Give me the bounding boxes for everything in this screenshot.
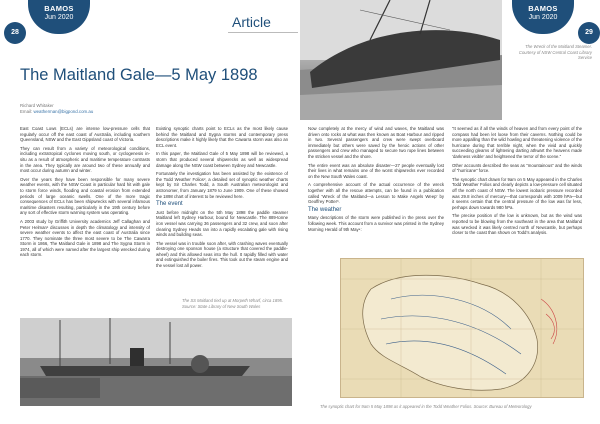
author-name: Richard Whitaker (20, 103, 54, 108)
harbour-photo-caption: The SS Maitland tied up at Morpeth Wharf, circa 1895. Source: State Library of New South Wales (182, 298, 284, 309)
page-number-right: 29 (578, 22, 600, 44)
quote-paragraph: “It seemed as if all the winds of heaven and from every point of the compass had been let loose from their caverns. Nothing could be more appalling than the wild howling and threatening violence of the hurricane during that terrible night, when the vivid and quickly succeeding gleams of lightening darting athwart the heavens made ‘darkness visible’ and heightened the terror of the scene.” (452, 126, 582, 159)
author-email-link[interactable]: weatherman@bigpond.com.au (33, 109, 94, 114)
paragraph: Now completely at the mercy of wind and waves, the Maitland was driven onto rocks at what was then known as Boat Harbour and ripped in two. Several passengers and crew were swept overboard immediately but others were saved by the heroic actions of other passengers and crew who managed to secure two rope lines between the stricken vessel and the shore. (308, 126, 444, 159)
paragraph: They can result from a variety of meteorological conditions, including extratropical cyclones moving south, or cyclogenesis in-situ as a result of atmospheric and maritime temperature contrasts in the area. They typically are around two of these annually and most occur during autumn and winter. (20, 145, 150, 174)
section-label: Article (232, 14, 271, 30)
paragraph: A comprehensive account of the actual occurrence of the wreck together with all the rescue attempts, can be found in a publication called ‘Wreck of the Maitland—a Lesson to Make Angels Weep’ by Geoffrey Potter³. (308, 182, 444, 205)
wreck-photo-caption: The Wreck of the Maitland Steamer. Courtesy of NSW Central Coast Library Service (518, 44, 592, 60)
wreck-photo-graphic (300, 0, 502, 120)
paragraph: Just before midnight on the 5th May 1898 the paddle steamer Maitland left Sydney Harbour, bound for Newcastle. The 889-tonne iron vessel was carrying 36 passengers and 32 crew, and soon after clearing Sydney Heads ran into a rapidly escalating gale with rising winds and building seas. (156, 209, 288, 238)
subheading-event: The event (156, 201, 183, 208)
brand-label: BAMOS (44, 4, 74, 13)
author-block (20, 103, 93, 115)
text-column-3 (308, 126, 444, 235)
paragraph: The synoptic chart drawn for 9am on 5 May appeared in the Charles Todd Weather Folios and clearly depicts a low-pressure cell situated off the north coast of NSW. The lowest isobaric pressure recorded was 29.8 inches of mercury—that corresponds with 1009 hPa—but it seems certain that the central pressure of the low was far less, perhaps down towards 980 hPa. (452, 176, 582, 210)
header-rule (228, 32, 298, 33)
paragraph: A 2003 study by Griffith University academics Jeff Callaghan and Peter Helman¹ discusses in depth the climatology and intensity of severe weather events to affect the east coast of Australia since 1770. They nominate the three most severe to be The Cawarra Storm in 1866, The Maitland Gale in 1898 and The Sygna Storm in 1974, all of which were named after the largest ship wrecked during each storm. (20, 218, 150, 258)
page-number-left: 28 (4, 22, 26, 44)
text-column-2 (156, 126, 288, 272)
paragraph: The vessel was in trouble soon after, with crashing waves eventually destroying one sponson house (a structure that covered the paddle-wheel) and this allowed seas into the hull. It rapidly filled with water and extinguished the boiler fires. This took out the steam engine and the vessel lost all power. (156, 240, 288, 269)
synoptic-chart-image (340, 258, 584, 398)
brand-label: BAMOS (528, 4, 558, 13)
author-email-line (20, 109, 93, 115)
paragraph: East Coast Lows (ECLs) are intense low-pressure cells that regularly occur off the east coast of Australia, including southern Queensland, NSW and the East Gippsland coast of Victoria. (20, 126, 150, 143)
subheading-weather: The weather (308, 206, 342, 213)
email-label: Email: (20, 109, 33, 114)
paragraph: Other accounts described the seas as “mountainous” and the winds of “hurricane” force. (452, 162, 582, 174)
issue-badge-left (28, 0, 90, 34)
issue-badge-right (512, 0, 574, 34)
text-column-4 (452, 126, 582, 239)
wreck-photo (300, 0, 502, 120)
synoptic-chart-caption: The synoptic chart for 9am 5 May 1898 as it appeared in the Todd Weather Folios. Source: Bureau of Meteorology (320, 404, 532, 409)
paragraph: Over the years they have been responsible for many severe weather events, with the NSW Coast in particular hard hit with gale to storm force winds, flooding and coastal erosion from extended periods of large oceanic swells. One of the more tragic consequences of ECLs has been shipwrecks with several infamous maritime disasters resulting, particularly in the 19th century before any sort of effective storm warning system was operating. (20, 176, 150, 216)
article-title: The Maitland Gale—5 May 1898 (20, 66, 258, 84)
harbour-photo (20, 318, 292, 406)
synoptic-chart-graphic (341, 259, 584, 398)
paragraph: Fortunately the investigation has been assisted by the existence of the Todd Weather Folios², a detailed set of synoptic weather charts kept by Sir Charles Todd, a South Australian meteorologist and astronomer, from January 1879 to June 1909. One of these showed the 1898 chart of interest to be reviewed here. (156, 171, 288, 199)
text-column-1 (20, 126, 150, 261)
issue-date: Jun 2020 (528, 14, 558, 21)
issue-date: Jun 2020 (44, 14, 74, 21)
paragraph: Many descriptions of the storm were published in the press over the following week. This account from a survivor was printed in the Sydney Morning Herald of 9th May⁴: (308, 215, 444, 232)
paragraph: The precise position of the low is unknown, but as the wind was reported to be blowing from the southeast in the area that Maitland was wrecked it was likely centred north of Newcastle, but perhaps closer to the coast than shown on Todd’s analysis. (452, 213, 582, 236)
harbour-photo-graphic (20, 318, 292, 406)
paragraph: In this paper, the Maitland Gale of 5 May 1898 will be reviewed, a storm that produced several shipwrecks as well as widespread damage along the NSW coast between Sydney and Newcastle. (156, 151, 288, 168)
paragraph: The entire event was an absolute disaster—27 people eventually lost their lives in what remains one of the worst shipwrecks ever recorded on the New South Wales coast. (308, 162, 444, 179)
paragraph: Existing synoptic charts point to ECLs as the most likely cause behind the Maitland and Sygna storms and contemporary press descriptions make it highly likely that the Cawarra storm was also an ECL event. (156, 126, 288, 148)
